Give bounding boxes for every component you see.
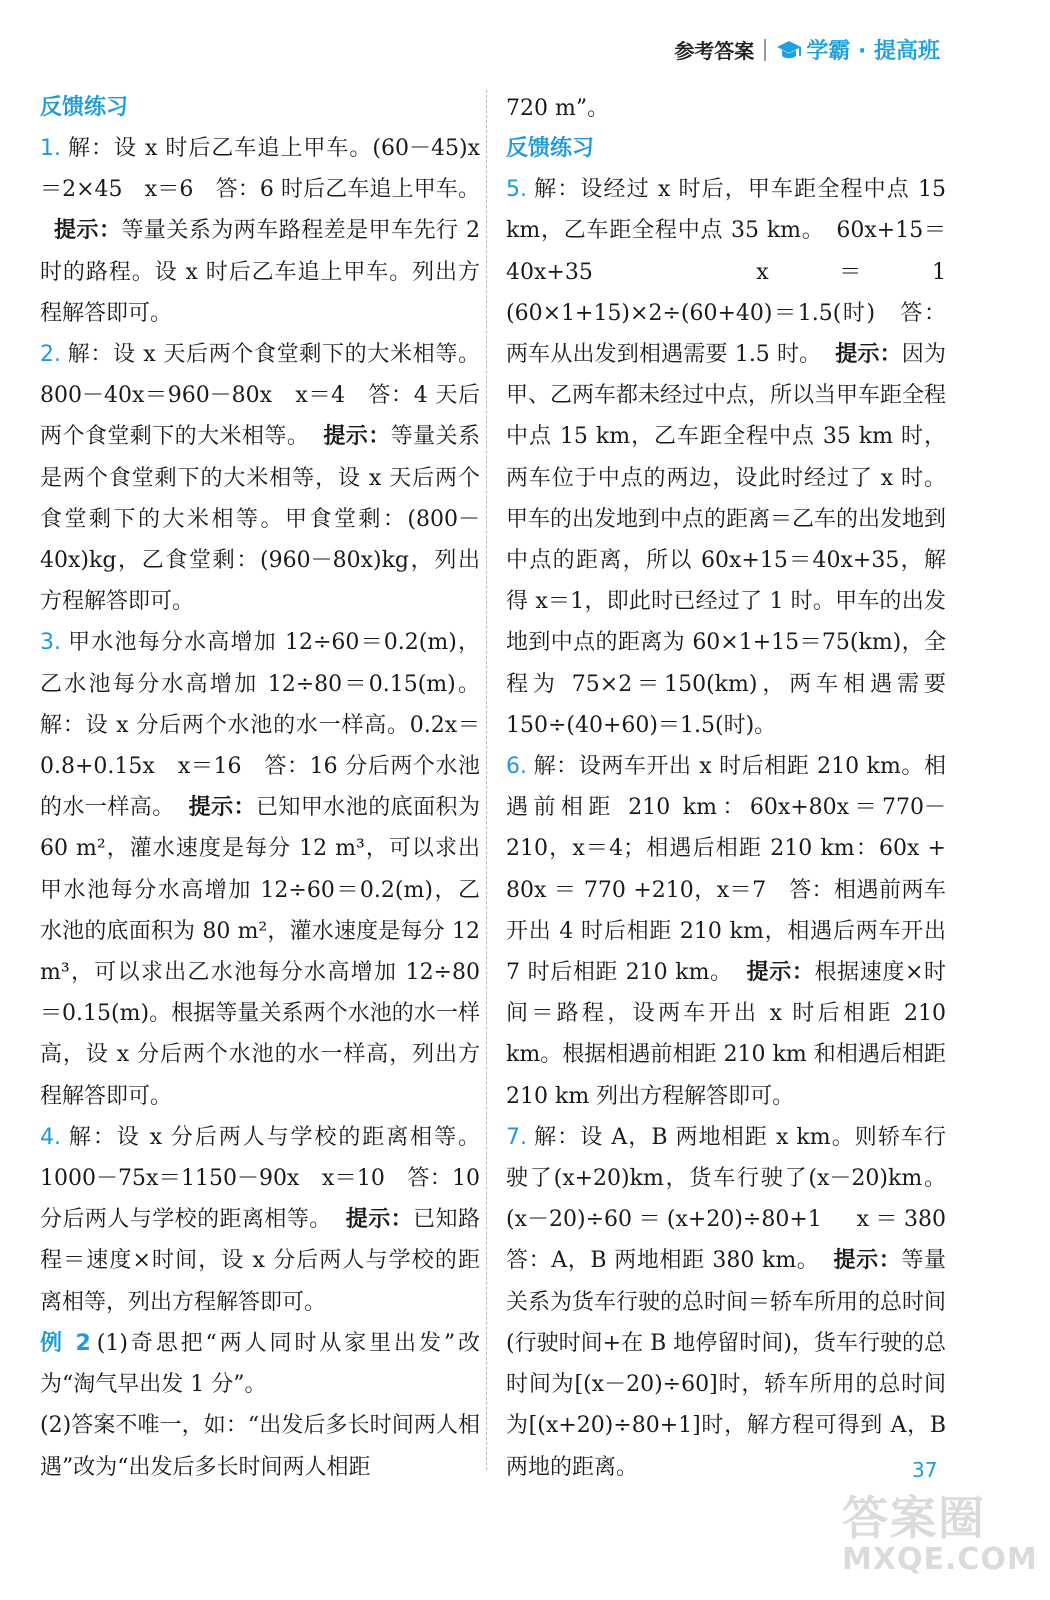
hint-label: 提示： xyxy=(833,1247,902,1274)
item-number: 3. xyxy=(40,630,61,656)
item-solution: 解：设 x 天后两个食堂剩下的大米相等。800－40x＝960－80x x＝4 答：4 天后两个食堂剩下的大米相等。 xyxy=(40,342,480,450)
section-title-feedback-practice: 反馈练习 xyxy=(40,95,129,120)
hint-label: 提示： xyxy=(188,794,256,821)
watermark xyxy=(842,1482,1038,1592)
answer-item-4 xyxy=(40,1117,480,1323)
graduation-cap-icon xyxy=(776,38,802,62)
item-solution: 解：设 x 时后乙车追上甲车。(60－45)x＝2×45 x＝6 答：6 时后乙车追上甲车。 xyxy=(40,136,480,203)
item-hint: 已知路程＝速度×时间，设 x 分后两人与学校的距离相等，列出方程解答即可。 xyxy=(40,1207,480,1315)
example-part-2: (2)答案不唯一，如：“出发后多长时间两人相遇”改为“出发后多长时间两人相距 xyxy=(40,1413,480,1480)
answer-item-1 xyxy=(40,128,480,334)
answer-item-2 xyxy=(40,334,480,622)
left-column xyxy=(40,88,480,1488)
item-solution: 解：设 x 分后两人与学校的距离相等。1000－75x＝1150－90x x＝10 答：10 分后两人与学校的距离相等。 xyxy=(40,1124,480,1233)
hint-label: 提示： xyxy=(746,959,815,986)
example-label: 例 2 xyxy=(40,1330,91,1356)
example-2-part-2 xyxy=(40,1405,480,1487)
item-solution: 解：设经过 x 时后，甲车距全程中点 15 km，乙车距全程中点 35 km。 60x+15＝40x+35 x＝1 (60×1+15)×2÷(60+40)＝1.5(时) 答：两车从出发到相遇需要 1.5 时。 xyxy=(506,177,969,368)
page-number: 37 xyxy=(912,1458,938,1482)
example-2 xyxy=(40,1323,480,1405)
item-number: 6. xyxy=(506,754,527,780)
item-solution: 甲水池每分水高增加 12÷60＝0.2(m)，乙水池每分水高增加 12÷80＝0.15(m)。解：设 x 分后两个水池的水一样高。0.2x＝0.8+0.15x x＝16 答：16 分后两个水池的水一样高。 xyxy=(40,630,480,821)
item-hint: 根据速度×时间＝路程，设两车开出 x 时后相距 210 km。根据相遇前相距 210 km 和相遇后相距 210 km 列出方程解答即可。 xyxy=(506,960,946,1109)
column-divider xyxy=(486,90,487,1470)
item-hint: 等量关系为两车路程差是甲车先行 2 时的路程。设 x 时后乙车追上甲车。列出方程解答即可。 xyxy=(40,218,480,326)
item-number: 1. xyxy=(40,136,61,161)
watermark-logo-text: 答案圈 xyxy=(842,1491,986,1545)
hint-label: 提示： xyxy=(54,217,122,244)
right-column xyxy=(506,88,969,1488)
hint-label: 提示： xyxy=(835,341,902,368)
page-header xyxy=(674,34,940,65)
hint-label: 提示： xyxy=(345,1206,414,1233)
watermark-url: MXQE.COM xyxy=(842,1542,1038,1577)
item-hint: 因为甲、乙两车都未经过中点，所以当甲车距全程中点 15 km，乙车距全程中点 35 km 时，两车位于中点的两边，设此时经过了 x 时。甲车的出发地到中点的距离＝乙车的出发地到中点的距离，所以 60x+15＝40x+35，解得 x＝1，即此时已经过了 1 时。甲车的出发地到中点的距离为 60×1+15＝75(km)，全程为 75×2＝150(km)，两车相遇需要 150÷(40+60)＝1.5(时)。 xyxy=(506,342,947,738)
item-number: 2. xyxy=(40,342,61,368)
header-reference-answers: 参考答案 xyxy=(674,39,755,63)
hint-label: 提示： xyxy=(323,423,391,450)
brand-text: 学霸 · 提高班 xyxy=(806,39,940,64)
section-title-feedback-practice: 反馈练习 xyxy=(506,136,595,162)
item-hint: 等量关系是两个食堂剩下的大米相等，设 x 天后两个食堂剩下的大米相等。甲食堂剩：(800－40x)kg，乙食堂剩：(960－80x)kg，列出方程解答即可。 xyxy=(40,424,480,615)
example-part-1: (1)奇思把“两人同时从家里出发”改为“淘气早出发 1 分”。 xyxy=(40,1330,480,1398)
item-solution: 解：设 A，B 两地相距 x km。则轿车行驶了(x+20)km，货车行驶了(x－20)km。(x－20)÷60＝(x+20)÷80+1 x＝380 答：A，B 两地相距 380 km。 xyxy=(506,1124,969,1274)
item-hint: 已知甲水池的底面积为 60 m²，灌水速度是每分 12 m³，可以求出甲水池每分水高增加 12÷60＝0.2(m)，乙水池的底面积为 80 m²，灌水速度是每分 12 m³，可以求出乙水池每分水高增加 12÷80＝0.15(m)。根据等量关系两个水池的水一样高，设 x 分后两个水池的水一样高，列出方程解答即可。 xyxy=(40,795,480,1109)
header-separator xyxy=(764,39,766,61)
brand-logo xyxy=(776,34,940,65)
item-number: 5. xyxy=(506,177,527,203)
answer-item-6 xyxy=(506,746,946,1117)
continued-text: 720 m”。 xyxy=(506,96,610,121)
answer-item-5 xyxy=(506,169,969,746)
item-hint: 等量关系为货车行驶的总时间＝轿车所用的总时间(行驶时间+在 B 地停留时间)，货车行驶的总时间为[(x－20)÷60]时，轿车所用的总时间为[(x+20)÷80+1]时，解方程可得到 A，B 两地的距离。 xyxy=(506,1248,947,1480)
answer-item-7 xyxy=(506,1117,969,1488)
item-number: 4. xyxy=(40,1124,61,1150)
item-solution: 解：设两车开出 x 时后相距 210 km。相遇前相距 210 km：60x+80x＝770－210，x＝4；相遇后相距 210 km：60x + 80x ＝ 770 +210，x＝7 答：相遇前两车开出 4 时后相距 210 km，相遇后两车开出 7 时后相距 210 km。 xyxy=(506,754,946,986)
item-number: 7. xyxy=(506,1124,527,1150)
answer-item-3 xyxy=(40,622,480,1116)
